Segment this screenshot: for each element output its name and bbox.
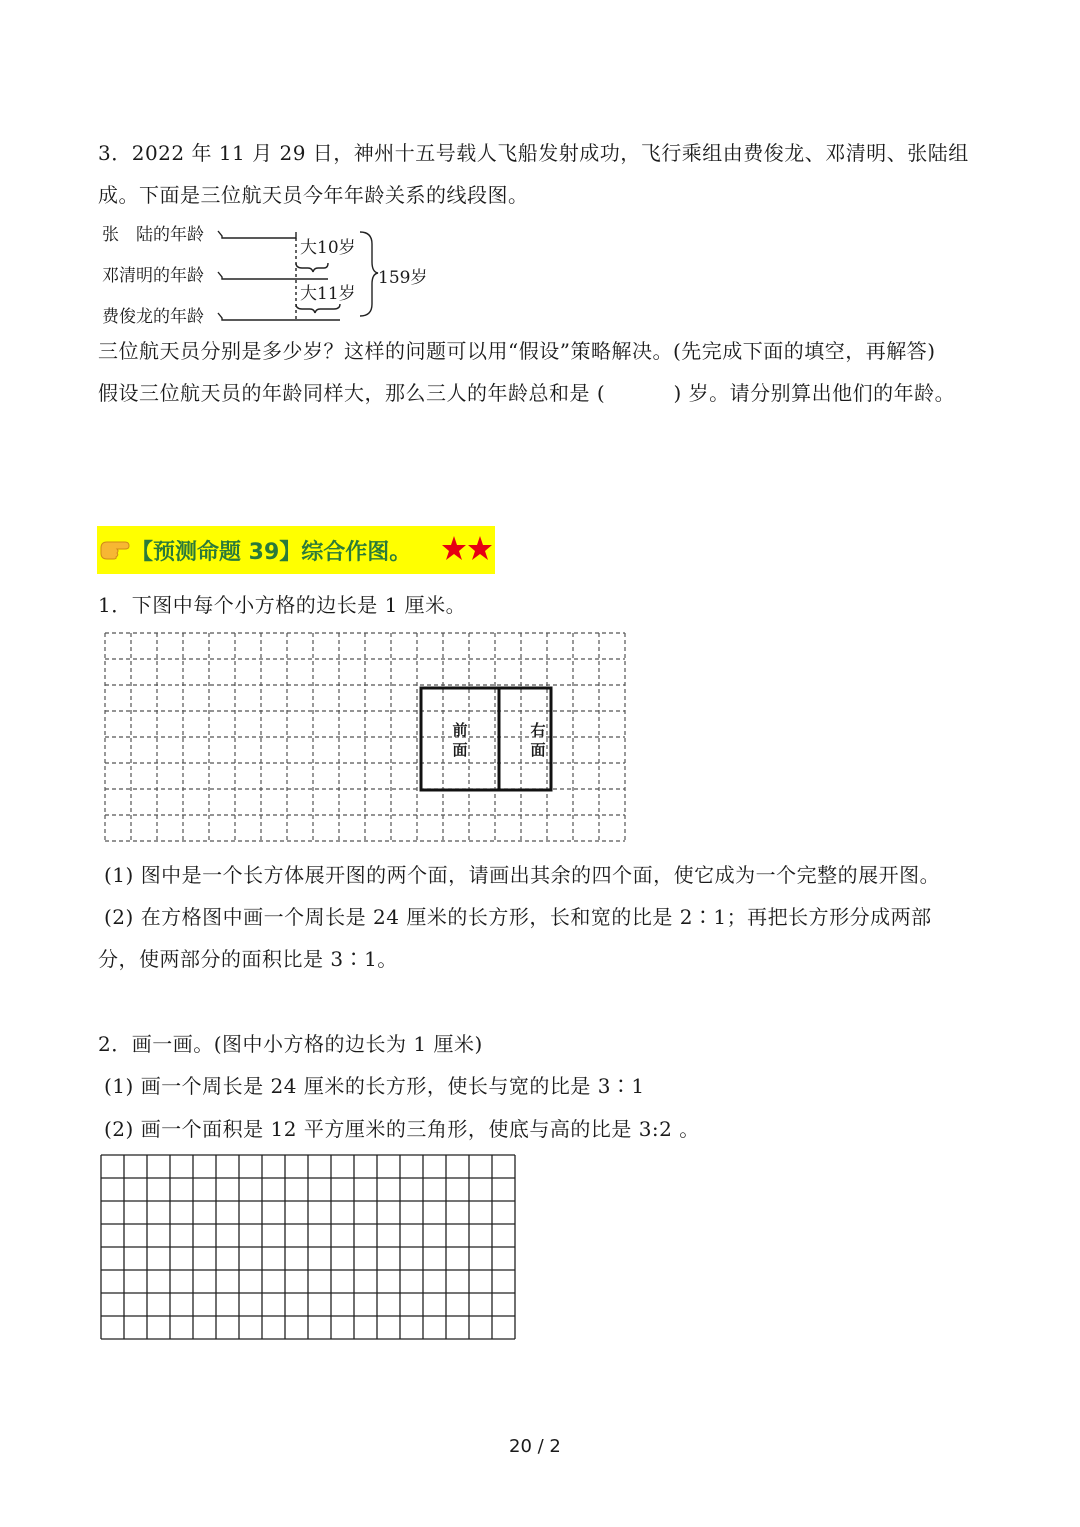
face-front: 前 面 [452, 721, 468, 759]
banner-title: 【预测命题 39】综合作图。 [131, 540, 412, 565]
q2-line1: 2．画一画。(图中小方格的边长为 1 厘米) [98, 1032, 483, 1056]
dashed-grid [100, 628, 636, 848]
q2-sub1: (1) 画一个周长是 24 厘米的长方形，使长与宽的比是 3∶1 [104, 1074, 645, 1098]
zhang-segment [218, 231, 296, 238]
brace-11 [296, 304, 340, 313]
big-brace [360, 232, 378, 316]
segment-diagram [0, 0, 1080, 340]
q1-line1: 1．下图中每个小方格的边长是 1 厘米。 [98, 593, 467, 617]
q1-sub1: (1) 图中是一个长方体展开图的两个面，请画出其余的四个面，使它成为一个完整的展开图。 [104, 863, 941, 887]
stars-icon [442, 534, 494, 564]
label-zhang: 张 陆的年龄 [102, 225, 204, 245]
solid-grid [99, 1153, 523, 1343]
face-right: 右 面 [530, 721, 546, 759]
diff-11: 大11岁 [300, 284, 356, 304]
q1-sub2b: 分，使两部分的面积比是 3∶1。 [98, 947, 398, 971]
page-number: 20 / 2 [509, 1436, 561, 1457]
q1-sub2a: (2) 在方格图中画一个周长是 24 厘米的长方形，长和宽的比是 2∶1；再把长方形分成两部 [104, 905, 932, 929]
fei-segment [218, 313, 296, 320]
label-fei: 费俊龙的年龄 [102, 307, 204, 327]
brace-10 [296, 263, 328, 272]
q2-sub2: (2) 画一个面积是 12 平方厘米的三角形，使底与高的比是 3:2 。 [104, 1117, 700, 1141]
total-label: 159岁 [378, 268, 428, 288]
pointing-hand-icon [99, 538, 131, 560]
deng-segment [218, 272, 296, 279]
section-banner [97, 526, 495, 574]
q3-line4: 假设三位航天员的年龄同样大，那么三人的年龄总和是 ( ) 岁。请分别算出他们的年龄。 [98, 381, 956, 405]
q3-line1: 3．2022 年 11 月 29 日，神州十五号载人飞船发射成功，飞行乘组由费俊龙、邓清明、张陆组 [98, 141, 969, 165]
label-deng: 邓清明的年龄 [102, 266, 204, 286]
q3-line2: 成。下面是三位航天员今年年龄关系的线段图。 [98, 183, 529, 207]
diff-10: 大10岁 [300, 238, 356, 258]
q3-line3: 三位航天员分别是多少岁？这样的问题可以用“假设”策略解决。(先完成下面的填空，再解答) [98, 339, 936, 363]
